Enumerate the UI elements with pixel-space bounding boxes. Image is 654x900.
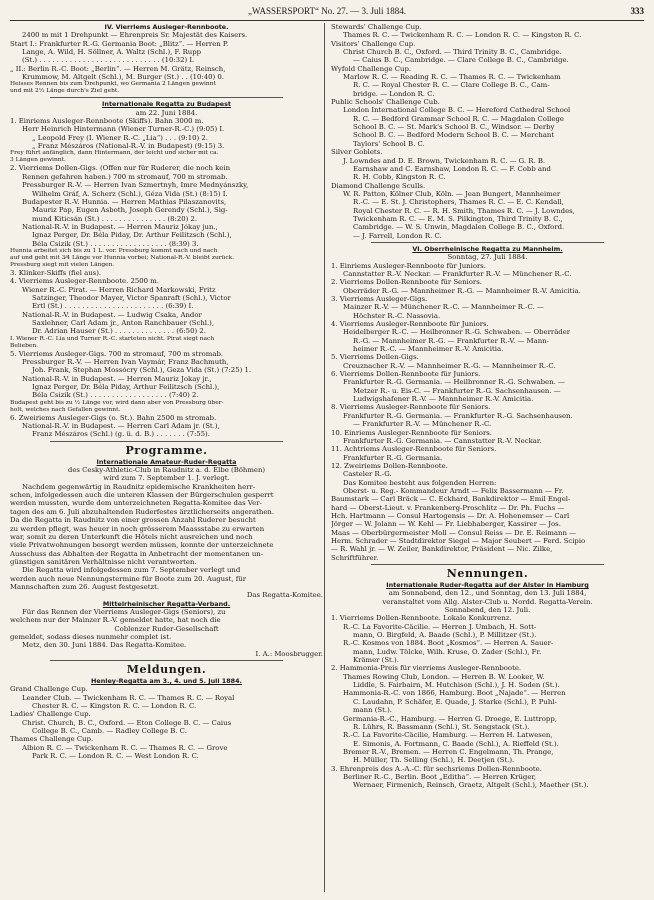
text-line: Saxlehner, Carl Adam jr., Anton Ranchbauer (Schl.), bbox=[32, 318, 215, 327]
text-line: National-R.-V. in Budapest. — Herren Carl Adam jr. (St.), bbox=[22, 422, 220, 431]
text-line: Park R. C. — London R. C. — West London R. C. bbox=[32, 752, 199, 761]
text-line: 10. Einriems Ausleger-Rennboote für Seniors. bbox=[331, 428, 492, 437]
text-line: Joh. Frank, Stephan Mossócry (Schl.), Geza Vida (St.) (7:25) 1. bbox=[32, 366, 252, 375]
text-line: Thames Rowing Club, London. — Herren B. W. Looker, W. bbox=[343, 672, 545, 681]
text-line: — R. Wahl jr. — W. Zeiler, Bankdirektor, Präsident — Nic. Zilke, bbox=[331, 545, 553, 554]
text-line: mann (St.). bbox=[353, 706, 392, 715]
text-line: Chester R. C. — Kingston R. C. — London R. C. bbox=[32, 702, 197, 711]
text-line: 6. Zweiriems Ausleger-Gigs (o. St.). Bahn 2500 m stromab. bbox=[10, 413, 217, 422]
text-line: werden auch neue Nennungstermine für Boote zum 20. August, für bbox=[10, 574, 247, 583]
text-line: 3. Vierriems Ausleger-Gigs. bbox=[331, 295, 428, 303]
text-line: Das Regatta-Komitee. bbox=[246, 591, 323, 600]
text-line: R.-C. La Favorite-Cäcilie. — Herren J. Umbach, H. Sott- bbox=[343, 622, 537, 631]
text-line: Franz Mészáros (Schl.) (g. ü. d. B.) . . . . . . . (7:55). bbox=[32, 430, 210, 439]
text-line: Pressburger R.-V. — Herren Ivan Szmertnyh, Imre Mednyánszky, bbox=[22, 181, 249, 190]
text-line: Für das Rennen der Vierriems Ausleger-Gigs (Seniors), zu bbox=[22, 607, 226, 616]
text-line: 2400 m mit 1 Drehpunkt — Ehrenpreis Sr. Majestät des Kaisers. bbox=[22, 31, 248, 40]
text-line: 1. Einriems Ausleger-Rennboote (Skiffs). Bahn 3000 m. bbox=[10, 117, 204, 126]
text-line: 3 Längen gewinnt. bbox=[10, 157, 66, 164]
text-line: Hch. Hartmann — Consul Hartogensis — Dr. A. Hohenemser — Carl bbox=[331, 511, 570, 520]
text-line: Lange, A. Wild, H. Söllner, A. Waltz (Schl.), F. Rupp bbox=[22, 48, 202, 57]
text-line: Mauriz Pap, Eugen Asboth, Joseph Gerendy (Schl.), Sig- bbox=[32, 206, 228, 215]
section-divider bbox=[50, 660, 283, 661]
text-line: Dr. Adrian Hauser (St.) . . . . . . . . . . . . . . (6:50) 2. bbox=[32, 327, 206, 336]
text-line: Frankfurter R.-G. Germania. bbox=[343, 453, 443, 462]
text-line: Wernaer, Firmenich, Reinsch, Graetz, Altgelt (Schl.), Maether (St.). bbox=[353, 781, 589, 790]
text-line: werden mussten, wurde dem unterzeichneten Regatta-Komitee das Ver- bbox=[10, 499, 262, 508]
text-line: Ludwigshafener R.-V. — Mannheimer R.-V. Amicitia. bbox=[353, 395, 534, 404]
text-line: R.-G. — Mannheimer R.-G. — Frankfurter R.-V. — Mann- bbox=[353, 336, 549, 345]
text-line: R. C. — Bedford Grammar School R. C. — Magdalen College bbox=[353, 114, 564, 123]
text-line: Da die Regatta in Raudnitz von einer grossen Anzahl Ruderer besucht bbox=[10, 516, 256, 525]
section-divider bbox=[371, 564, 604, 565]
text-line: „ Franz Mészáros (National-R.-V. in Budapest) (9:15) 3. bbox=[32, 142, 225, 151]
text-line: Béla Csizik (St.) . . . . . . . . . . . . . . . . . . (8:39) 3. bbox=[32, 239, 199, 248]
page-number: 333 bbox=[630, 6, 644, 16]
text-line: Christ. Church, B. C., Oxford. — Eton College B. C. — Caius bbox=[22, 718, 232, 727]
subsection-heading: Mittelrheinischer Regatta-Verband. bbox=[102, 599, 231, 608]
section-divider bbox=[50, 441, 283, 442]
text-line: Royal Chester R. C. — R. H. Smith, Thames R. C. — J. Lowndes, bbox=[353, 206, 575, 215]
text-line: mann, O. Birgfeld, A. Baade (Schl.), P. Millitzer (St.). bbox=[353, 631, 537, 640]
text-line: R. Lührs, R. Bassmann (Schl.), St. Sengstack (St.). bbox=[353, 722, 530, 731]
text-line: Hunnia arbeitet sich bis zu 1 L. vor. Pressburg kommt nach und nach bbox=[10, 247, 218, 254]
text-line: viele Privatwohnungen besorgt werden müssen, konnte der unterzeichnete bbox=[10, 541, 274, 550]
text-line: 4. Vierriems Ausleger-Rennboote. 2500 m. bbox=[10, 277, 159, 286]
text-line: Creuznacher R.-V. — Mannheimer R.-G. — Mannheimer R.-C. bbox=[343, 361, 556, 370]
subsection-heading: VI. Oberrheinische Regatta zu Mannheim. bbox=[412, 244, 563, 253]
text-line: Frankfurter R.-G. Germania. — Heilbronner R.-G. Schwaben. — bbox=[343, 378, 565, 387]
text-line: Die Regatta wird infolgedessen zum 7. September verlegt und bbox=[22, 566, 241, 575]
text-line: und mit 2½ Länge durch's Ziel geht. bbox=[10, 88, 120, 95]
text-line: Albion R. C. — Twickenham R. C. — Thames R. C. — Grove bbox=[22, 743, 228, 752]
text-line: Satzinger, Theodor Mayer, Victor Spanraft (Schl.), Victor bbox=[32, 293, 231, 302]
text-line: günstigen sanitären Verhältnisse nicht verantworten. bbox=[10, 557, 197, 566]
text-line: Oberst- u. Reg.- Kommandeur Arndt — Felix Bassermann — Fr. bbox=[343, 486, 564, 495]
text-line: 3. Ehrenpreis des A.-A.-C. für sechsriems Dollen-Rennboote. bbox=[331, 764, 542, 773]
text-line: holt, welches nach Gefallen gewinnt. bbox=[10, 406, 121, 413]
text-line: (St.) . . . . . . . . . . . . . . . . . . . . . . . . . . . . (10:32) I. bbox=[22, 56, 195, 65]
text-line: Das Komitee besteht aus folgenden Herren: bbox=[343, 478, 497, 487]
text-line: National-R.-V. in Budapest. — Herren Mauriz Jokay jr., bbox=[22, 374, 212, 383]
text-line: Cambridge. — W. S. Unwin, Magdalen College B. C., Oxford. bbox=[353, 223, 565, 232]
text-line: Heisses Rennen bis zum Drehpunkt, wo Germania 2 Längen gewinnt bbox=[10, 81, 216, 88]
text-line: war, somit zu deren Unterkunft die Hôtels nicht ausreichen und noch bbox=[10, 532, 253, 541]
text-line: Mainzer R.-V. — Münchener R.-C. — Mannheimer R.-C. — bbox=[343, 303, 544, 312]
text-line: welchem nur der Mainzer R.-V. gemeldet hatte, hat noch die bbox=[10, 616, 221, 625]
text-line: Mannschaften zum 26. August festgesetzt. bbox=[10, 582, 160, 591]
text-line: Leander Club. — Twickenham R. C. — Thames R. C. — Royal bbox=[22, 693, 235, 702]
text-line: wird zum 7. September 1. J. verlegt. bbox=[103, 474, 230, 483]
subsection-heading: Henley-Regatta am 3., 4. und 5. Juli 1884. bbox=[91, 677, 242, 685]
text-line: Frey führt anfänglich, dann Hintermann, der leicht und sicher mit ca. bbox=[10, 150, 219, 157]
text-line: heimer R.-C. — Mannheimer R.-V. Amicitia. bbox=[353, 345, 504, 354]
text-line: 5. Vierriems Ausleger-Gigs. 700 m stromauf, 700 m stromab. bbox=[10, 349, 224, 358]
text-line: Twickenham R. C. — E. M. S. Pilkington, Third Trinity B. C., bbox=[353, 214, 563, 223]
text-line: gemeldet, sodass dieses nunmehr complet ist. bbox=[10, 632, 172, 641]
text-line: Oberräder R.-G. — Mannheimer R.-G. — Mannheimer R.-V. Amicitia. bbox=[343, 286, 581, 295]
text-line: hard — Oberst-Lieut. v. Frankenberg-Proschlitz — Dr. Ph. Fuchs — bbox=[331, 503, 565, 512]
text-line: J. Lowndes and D. E. Brown, Twickenham R. C. — G. R. B. bbox=[343, 156, 546, 165]
text-line: R. H. Cobb, Kingston R. C. bbox=[353, 173, 446, 182]
text-line: School B. C. — St. Mark's School B. C., Windsor. — Derby bbox=[353, 123, 555, 132]
text-line: London International College B. C. — Hereford Cathedral School bbox=[343, 106, 571, 115]
text-line: Sonnabend, den 12. Juli. bbox=[444, 606, 531, 615]
text-line: Thames Challenge Cup. bbox=[10, 735, 94, 744]
text-line: Cannstatter R.-V. Neckar. — Frankfurter R.-V. — Münchener R.-C. bbox=[343, 269, 572, 278]
text-line: Jörger — W. Jolann — W. Kehl — Fr. Liebhaberger, Kassirer — Jos. bbox=[331, 520, 561, 529]
text-line: Christ Church B. C., Oxford. — Third Trinity B. C., Cambridge. bbox=[343, 48, 562, 57]
text-line: R.-C. Kosmos von 1884. Boot „Kosmos“. — Herren A. Sauer- bbox=[343, 639, 554, 648]
text-line: Liddle, S. Fairbairn, M. Hutchison (Schl.), J. H. Soden (St.). bbox=[353, 681, 560, 690]
text-line: Wyfold Challenge Cup. bbox=[331, 64, 412, 73]
text-line: „ II.: Berlin R.-C. Boot: „Berlin“. — Herren M. Grätz, Reinsch, bbox=[10, 64, 226, 73]
text-line: 1. Einriems Ausleger-Rennboote für Juniors. bbox=[331, 261, 486, 270]
text-line: W. R. Patton, Kölner Club, Köln. — Jean Bungert, Mannheimer bbox=[343, 189, 561, 198]
section-divider bbox=[371, 242, 604, 243]
text-line: — J. Farrell, London R. C. bbox=[353, 231, 442, 240]
text-line: Schriftführer. bbox=[331, 553, 379, 562]
text-line: schen, infolgedessen auch die unteren Klassen der Bürgerschulen gesperrt bbox=[10, 491, 274, 500]
right-column bbox=[331, 23, 644, 790]
text-line: Ausschuss das Abhalten der Regatta in Anbetracht der momentanen un- bbox=[10, 549, 264, 558]
text-line: Wilhelm Gráf, A. Scherz (Schl.), Géza Vida (St.) (8:15) I. bbox=[32, 189, 228, 198]
subsection-heading: Internationale Amateur-Ruder-Regatta bbox=[96, 457, 237, 466]
text-line: Béla Csizik (St.) . . . . . . . . . . . . . . . . . . (7:40) 2. bbox=[32, 391, 199, 400]
section-divider bbox=[50, 97, 283, 98]
text-line: Casteler R.-G. bbox=[343, 470, 392, 479]
text-line: am 22. Juni 1884. bbox=[135, 108, 198, 117]
text-line: Krummow, M. Altgelt (Schl.), M. Burger (St.) . . (10:40) 0. bbox=[22, 73, 224, 82]
text-line: Public Schools' Challenge Cub. bbox=[331, 98, 440, 107]
text-line: College B. C., Camb. — Radley College B. C. bbox=[32, 727, 187, 736]
text-line: veranstaltet vom Allg. Alster-Club u. Nordd. Regatta-Verein. bbox=[382, 597, 593, 606]
subsection-heading: Internationale Ruder-Regatta auf der Alster in Hamburg bbox=[386, 581, 589, 589]
text-line: R.-C. La Favorite-Cäcilie, Hamburg. — Herren H. Latwesen, bbox=[343, 731, 553, 740]
text-line: 2. Hammonia-Preis für vierriems Ausleger-Rennboote. bbox=[331, 664, 522, 673]
text-line: 6. Vierriems Dollen-Rennboote für Juniors. bbox=[331, 370, 481, 379]
text-line: Marlow R. C. — Reading R. C. — Thames R. C. — Twickenham bbox=[343, 73, 561, 82]
text-line: 2. Vierriems Dollen-Gigs. (Offen nur für Ruderer, die noch kein bbox=[10, 164, 231, 173]
text-line: Start I.: Frankfurter R.-G. Germania Boot: „Blitz“. — Herren P. bbox=[10, 39, 229, 48]
text-line: zu werden pflegt, was heuer in noch grösserem Maassstabe zu erwarten bbox=[10, 524, 265, 533]
text-line: Berliner R.-C., Berlin. Boot „Editha“. — Herren Krüger, bbox=[343, 772, 537, 781]
text-line: School B. C. — Bedford Modern School B. C. — Merchant bbox=[353, 131, 555, 140]
text-line: Stewards' Challenge Cup. bbox=[331, 23, 422, 31]
text-line: Budapest geht bis zu ½ Länge vor, wird dann aber von Pressburg über- bbox=[10, 399, 224, 406]
text-line: Budapester R.-V. Hunnia. — Herren Mathias Pilaszanovits, bbox=[22, 197, 227, 206]
section-heading: Programme. bbox=[125, 443, 208, 457]
text-line: mund Kiticsán (St.) . . . . . . . . . . . . . . . (8:20) 2. bbox=[32, 214, 198, 223]
text-line: Wiener R.-C. Pirat. — Herren Richard Markowski, Fritz bbox=[22, 285, 216, 294]
section-heading: Nennungen. bbox=[446, 567, 529, 580]
text-line: R.-C. — E. St. J. Christophers, Thames R. C. — E. C. Kendall, bbox=[353, 198, 564, 207]
text-line: Hammonia-R.-C. von 1866, Hamburg. Boot „Najade“. — Herren bbox=[343, 689, 566, 698]
text-line: 8. Vierriems Ausleger-Rennboote für Seniors. bbox=[331, 403, 491, 412]
text-line: Ignaz Perger, Dr. Béla Piday, Arthur Feilitzsch (Schl.), bbox=[32, 383, 220, 392]
text-line: Silver Goblets. bbox=[331, 148, 383, 157]
left-column bbox=[10, 23, 323, 760]
text-line: Ladies' Challenge Cup. bbox=[10, 710, 91, 719]
text-line: 2. Vierriems Dollen-Rennboote für Seniors. bbox=[331, 278, 482, 287]
text-line: Grand Challenge Cup. bbox=[10, 685, 88, 694]
text-line: Nachdem gegenwärtig in Raudnitz epidemische Krankheiten herr- bbox=[22, 482, 256, 491]
text-line: tagen des am 6. Juli abzuhaltenden Ruderfestes ärztlicherseits angerathen. bbox=[10, 507, 275, 516]
page-header bbox=[10, 6, 644, 20]
text-line: 12. Zweiriems Dollen-Rennboote. bbox=[331, 461, 448, 470]
text-line: Heidelberger R.-C. — Heilbronner R.-G. Schwaben. — Oberräder bbox=[343, 328, 571, 337]
text-line: H. Müller, Th. Selling (Schl.), H. Deetjen (St.). bbox=[353, 756, 515, 765]
header-rule bbox=[10, 20, 644, 21]
subsection-heading: Internationale Regatta zu Budapest bbox=[102, 100, 231, 109]
text-line: des Cesky-Athletic-Club in Raudnitz a. d. Elbe (Böhmen) bbox=[67, 466, 266, 475]
text-line: R. C. — Royal Chester R. C. — Clare College B. C., Cam- bbox=[353, 81, 550, 90]
text-line: Pressburger R.-V. — Herren Ivan Vaymár, Franz Bachmuth, bbox=[22, 358, 229, 366]
subsection-heading: IV. Vierriems Ausleger-Rennboote. bbox=[104, 23, 229, 31]
text-line: Krämer (St.). bbox=[353, 656, 399, 665]
text-line: Pressburg siegt mit vielen Längen. bbox=[10, 261, 115, 268]
text-line: Bremer R.-V., Bremen. — Herren C. Engelmann, Th. Prange, bbox=[343, 747, 554, 756]
text-line: mann, Ludw. Tölcke, Wilh. Kruse, O. Zader (Schl.), Fr. bbox=[353, 647, 542, 656]
text-line: C. Laudahn, P. Schäfer, E. Quade, J. Starke (Schl.), P. Puhl- bbox=[353, 697, 557, 706]
text-line: I. Wiener R.-C. Lia und Turner R.-C. starteten nicht. Pirat siegt nach bbox=[10, 335, 215, 342]
text-line: Höchster R.-C. Nassovia. bbox=[353, 311, 441, 320]
text-line: I. A.: Moosbrugger. bbox=[255, 649, 323, 658]
text-line: Germania-R.-C., Hamburg. — Herren G. Droege, E. Luttropp, bbox=[343, 714, 557, 723]
text-line: — Caius B. C., Cambridge. — Clare College B. C., Cambridge. bbox=[353, 56, 569, 65]
text-line: Rennen gefahren haben.) 700 m stromauf, 700 m stromab. bbox=[22, 172, 228, 181]
text-line: Visitors' Challenge Cup. bbox=[331, 39, 416, 48]
text-line: Thames R. C. — Twickenham R. C. — London R. C. — Kingston R. C. bbox=[343, 31, 582, 40]
text-line: Sonntag, 27. Juli 1884. bbox=[447, 253, 528, 262]
column-divider bbox=[324, 23, 325, 892]
text-line: auf und geht mit 3⁄4 Länge vor Hunnia vorbei; National-R.-V. bleibt zurück. bbox=[10, 254, 235, 261]
text-line: Frankfurter R.-G. Germania. — Frankfurter R.-G. Sachsenhausen. bbox=[343, 411, 573, 420]
text-line: — Frankfurter R.-V. — Münchener R.-C. bbox=[353, 420, 492, 429]
text-line: bridge. — London R. C. bbox=[353, 89, 435, 98]
text-line: Diamond Challenge Sculls. bbox=[331, 181, 426, 190]
text-line: Earnshaw and C. Earnshaw, London R. C. — F. Cobb and bbox=[353, 164, 551, 173]
text-line: E. Simonis, A. Fortmann, C. Baade (Schl.), A. Rieffeld (St.). bbox=[353, 739, 559, 748]
text-line: 1. Vierriems Dollen-Rennboote. Lokale Konkurrenz. bbox=[331, 614, 512, 623]
text-line: 11. Achtriems Ausleger-Rennboote für Seniors. bbox=[331, 445, 497, 454]
text-line: Belieben. bbox=[10, 342, 38, 349]
text-line: National-R.-V. in Budapest. — Herren Mauriz Jókay jun., bbox=[22, 222, 218, 231]
text-line: Maas — Oberbürgermeister Moll — Consul Reiss — Dr. E. Reimann — bbox=[331, 528, 576, 537]
text-line: Taylors' School B. C. bbox=[353, 139, 425, 148]
text-line: Frankfurter R.-G. Germania. — Cannstatter R.-V. Neckar. bbox=[343, 436, 542, 445]
text-line: 4. Vierriems Ausleger-Rennboote für Juniors. bbox=[331, 320, 489, 329]
text-line: Coblenzer Ruder-Gesellschaft bbox=[114, 624, 219, 633]
text-line: Metz, den 30. Juni 1884. Das Regatta-Komitee. bbox=[22, 641, 187, 650]
section-heading: Meldungen. bbox=[126, 663, 207, 676]
header-title: „WASSERSPORT“ No. 27. — 3. Juli 1884. bbox=[248, 6, 406, 16]
text-line: „ Leopold Frey (I. Wiener R.-C. „Lia“) . . . (9:10) 2. bbox=[32, 133, 208, 142]
text-line: Ignaz Perger, Dr. Béla Piday, Dr. Arthur Feilitzsch (Schl.), bbox=[32, 231, 232, 240]
text-line: Metzer R.- u. Eis-C. — Frankfurter R.-G. Sachsenhausen. — bbox=[353, 386, 561, 395]
text-line: Herm. Schrader — Stadtdirektor Siegel — Major Seubert — Ferd. Scipio bbox=[331, 536, 586, 545]
text-line: Baumstark — Carl Bräck — C. Eckhard, Bankdirektor — Emil Engel- bbox=[331, 495, 571, 504]
text-line: National-R.-V. in Budapest. — Ludwig Csaka, Andor bbox=[22, 310, 202, 319]
text-line: 5. Vierriems Dollen-Gigs. bbox=[331, 353, 419, 362]
text-line: Ertl (St.) . . . . . . . . . . . . . . . . . . . . . . . (6:39) I. bbox=[32, 302, 194, 311]
text-line: am Sonnabend, den 12., und Sonntag, den 13. Juli 1884, bbox=[388, 589, 587, 598]
text-line: 3. Klinker-Skiffs (fiel aus). bbox=[10, 268, 102, 277]
text-line: Herr Heinrich Hintermann (Wiener Turner-R.-C.) (9:05) I. bbox=[22, 125, 225, 134]
